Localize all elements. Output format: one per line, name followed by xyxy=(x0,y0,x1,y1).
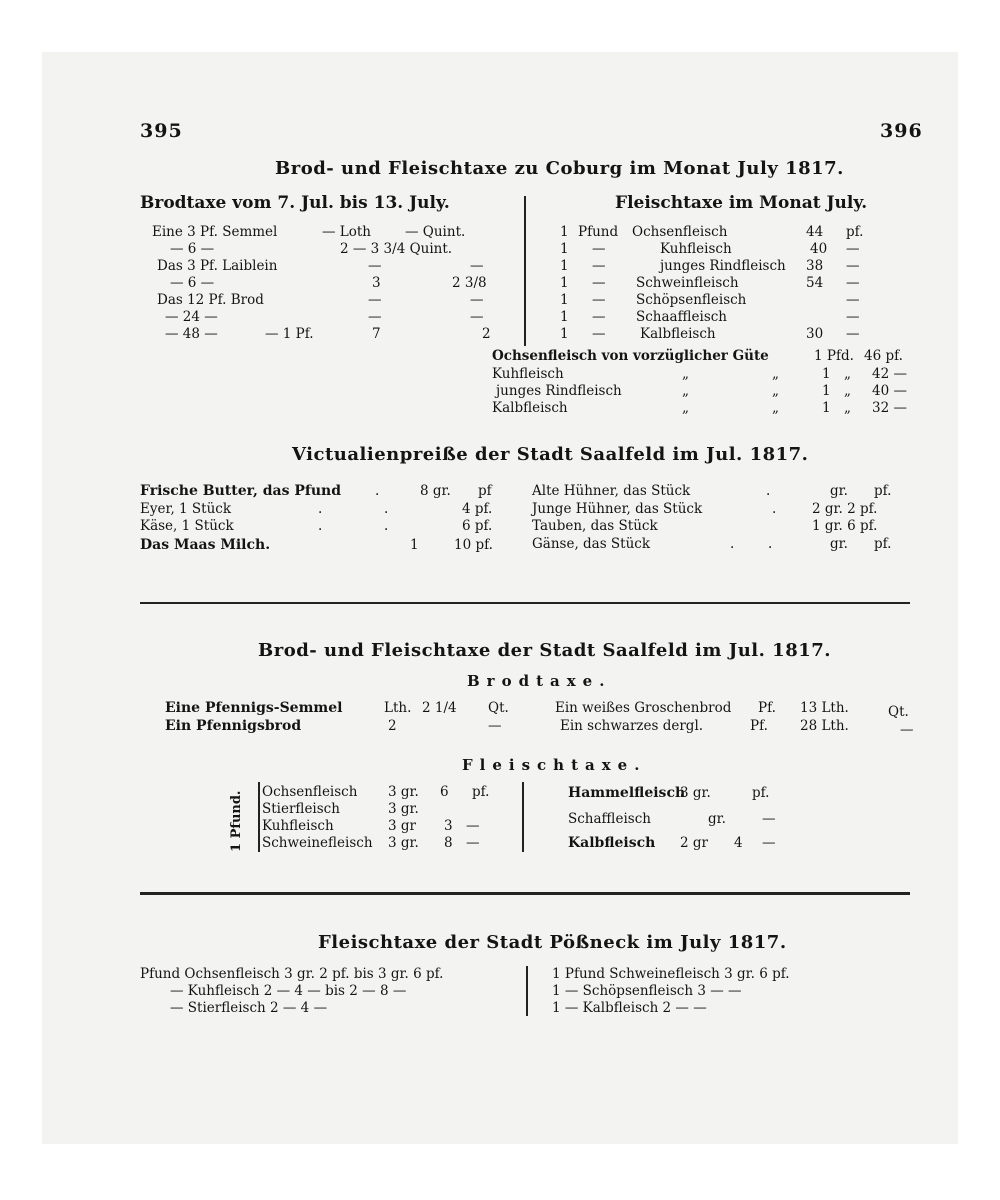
fleisch-row-6-item: Schaaffleisch xyxy=(636,309,727,325)
coburg-fleisch-header: Fleischtaxe im Monat July. xyxy=(615,193,868,213)
victualien-left-row-3-dot1: . xyxy=(318,518,323,534)
quality-row-1-weight: 1 Pfd. xyxy=(814,348,854,364)
saalfeld-fleisch-right-row-3-gr: 2 gr xyxy=(680,835,708,851)
saalfeld-fleisch-right-row-1-gr: 3 gr. xyxy=(680,785,711,801)
fleisch-row-7-unit2: — xyxy=(846,326,860,342)
victualien-right-row-4-dot1: . xyxy=(730,536,735,552)
fleisch-row-4-price: 54 xyxy=(806,275,824,291)
fleisch-row-7-unit: — xyxy=(592,326,606,342)
fleisch-row-7-count: 1 xyxy=(560,326,569,342)
quality-row-3-item: junges Rindfleisch xyxy=(496,383,622,399)
victualien-left-row-1-pf: pf xyxy=(478,483,492,499)
quality-row-3-qty: 1 xyxy=(822,383,831,399)
brod-row-6-loth: — xyxy=(368,309,382,325)
fleisch-row-5-unit2: — xyxy=(846,292,860,308)
quality-row-2-ditto2: „ xyxy=(772,366,779,382)
fleisch-row-1-item: Ochsenfleisch xyxy=(632,224,728,240)
saalfeld-fleisch-left-row-4-unit: — xyxy=(466,835,480,851)
fleisch-row-6-unit2: — xyxy=(846,309,860,325)
poessneck-left-row-1: Pfund Ochsenfleisch 3 gr. 2 pf. bis 3 gr. 6 pf. xyxy=(140,966,444,982)
saalfeld-fleisch-right-row-1-item: Hammelfleisch xyxy=(568,785,686,801)
brod-row-6-item: — 24 — xyxy=(165,309,218,325)
fleisch-row-1-price: 44 xyxy=(806,224,824,240)
victualien-right-row-4-pf: pf. xyxy=(874,536,892,552)
saalfeld-brod-right-row-2-item: Ein schwarzes dergl. xyxy=(560,718,704,734)
fleisch-row-3-unit2: — xyxy=(846,258,860,274)
brod-row-5-quint: — xyxy=(470,292,484,308)
saalfeld-fleisch-right-row-3-pf: 4 xyxy=(734,835,743,851)
poessneck-column-divider xyxy=(526,966,528,1016)
saalfeld-bracket-left xyxy=(258,782,260,852)
brod-row-5-item: Das 12 Pf. Brod xyxy=(157,292,264,308)
brod-row-1-loth: — Loth xyxy=(322,224,372,240)
brod-row-3-item: Das 3 Pf. Laiblein xyxy=(157,258,278,274)
saalfeld-fleisch-left-row-1-unit: pf. xyxy=(472,784,490,800)
fleisch-row-1-count: 1 xyxy=(560,224,569,240)
brod-row-1-item: Eine 3 Pf. Semmel xyxy=(152,224,278,240)
saalfeld-fleisch-left-row-2-item: Stierfleisch xyxy=(262,801,340,817)
victualien-right-row-1-item: Alte Hühner, das Stück xyxy=(532,483,691,499)
saalfeld-fleisch-left-row-3-pf: 3 xyxy=(444,818,453,834)
brod-row-7-quint: 2 xyxy=(482,326,491,342)
quality-row-1-item: Ochsenfleisch von vorzüglicher Güte xyxy=(492,348,769,364)
fleisch-row-5-count: 1 xyxy=(560,292,569,308)
victualien-left-row-4-price: 10 pf. xyxy=(454,537,493,553)
poessneck-left-row-3: — Stierfleisch 2 — 4 — xyxy=(170,1000,328,1016)
saalfeld-brod-right-row-2-pf: Pf. xyxy=(750,718,768,734)
fleisch-row-5-item: Schöpsenfleisch xyxy=(636,292,747,308)
quality-row-2-item: Kuhfleisch xyxy=(492,366,564,382)
poessneck-right-row-3: 1 — Kalbfleisch 2 — — xyxy=(552,1000,707,1016)
quality-row-4-ditto2: „ xyxy=(772,400,779,416)
saalfeld-brod-right-row-1-qt: Qt. xyxy=(888,704,909,720)
fleisch-row-7-price: 30 xyxy=(806,326,824,342)
quality-row-2-qty: 1 xyxy=(822,366,831,382)
victualien-left-row-2-dot1: . xyxy=(318,501,323,517)
victualien-right-row-1-gr: gr. xyxy=(830,483,848,499)
page-number-right: 396 xyxy=(880,120,923,142)
brod-row-5-loth: — xyxy=(368,292,382,308)
saalfeld-fleisch-left-row-1-gr: 3 gr. xyxy=(388,784,419,800)
quality-row-3-ditto1: „ xyxy=(682,383,689,399)
saalfeld-fleisch-left-row-4-pf: 8 xyxy=(444,835,453,851)
victualien-left-row-3-dot2: . xyxy=(384,518,389,534)
fleisch-row-4-unit2: — xyxy=(846,275,860,291)
victualien-right-row-3-item: Tauben, das Stück xyxy=(532,518,658,534)
victualien-right-row-2-item: Junge Hühner, das Stück xyxy=(532,501,703,517)
saalfeld-brod-left-row-2-value: 2 xyxy=(388,718,397,734)
quality-row-3-price: 40 — xyxy=(872,383,907,399)
coburg-brod-header: Brodtaxe vom 7. Jul. bis 13. July. xyxy=(140,193,450,213)
fleisch-row-3-item: junges Rindfleisch xyxy=(660,258,786,274)
victualien-left-row-2-dot2: . xyxy=(384,501,389,517)
fleisch-row-2-price: 40 xyxy=(810,241,828,257)
victualien-right-row-4-dot2: . xyxy=(768,536,773,552)
brod-row-7-item: — 48 — xyxy=(165,326,218,342)
victualien-left-row-2-item: Eyer, 1 Stück xyxy=(140,501,232,517)
section-divider-2 xyxy=(140,892,910,895)
fleisch-row-4-item: Schweinfleisch xyxy=(636,275,739,291)
quality-row-1-price: 46 pf. xyxy=(864,348,903,364)
victualien-right-row-2-dot: . xyxy=(772,501,777,517)
poessneck-right-row-1: 1 Pfund Schweinefleisch 3 gr. 6 pf. xyxy=(552,966,790,982)
quality-row-2-price: 42 — xyxy=(872,366,907,382)
victualien-left-row-3-item: Käse, 1 Stück xyxy=(140,518,234,534)
fleisch-row-6-count: 1 xyxy=(560,309,569,325)
fleisch-row-3-unit: — xyxy=(592,258,606,274)
fleisch-row-3-price: 38 xyxy=(806,258,824,274)
saalfeld-brod-right-row-2-lth: 28 Lth. xyxy=(800,718,849,734)
brod-row-2-item: — 6 — xyxy=(170,241,215,257)
fleisch-row-4-count: 1 xyxy=(560,275,569,291)
fleisch-row-5-unit: — xyxy=(592,292,606,308)
quality-row-4-price: 32 — xyxy=(872,400,907,416)
saalfeld-column-divider xyxy=(522,782,524,852)
saalfeld-fleisch-header: Fleischtaxe. xyxy=(462,756,647,774)
saalfeld-brod-left-row-2-qt: — xyxy=(488,718,502,734)
quality-row-2-ditto1: „ xyxy=(682,366,689,382)
victualien-title: Victualienpreiße der Stadt Saalfeld im Jul. 1817. xyxy=(292,444,809,465)
victualien-right-row-1-dot: . xyxy=(766,483,771,499)
victualien-left-row-1-gr: 8 gr. xyxy=(420,483,451,499)
saalfeld-fleisch-right-row-2-gr: gr. xyxy=(708,811,726,827)
poessneck-right-row-2: 1 — Schöpsenfleisch 3 — — xyxy=(552,983,742,999)
victualien-left-row-2-price: 4 pf. xyxy=(462,501,493,517)
brod-row-4-item: — 6 — xyxy=(170,275,215,291)
fleisch-row-2-unit: — xyxy=(592,241,606,257)
saalfeld-pfund-label: 1 Pfund. xyxy=(229,790,244,852)
saalfeld-fleisch-right-row-2-pf: — xyxy=(762,811,776,827)
saalfeld-fleisch-left-row-4-gr: 3 gr. xyxy=(388,835,419,851)
brod-row-3-loth: — xyxy=(368,258,382,274)
brod-row-6-quint: — xyxy=(470,309,484,325)
saalfeld-fleisch-right-row-2-item: Schaffleisch xyxy=(568,811,651,827)
victualien-left-row-4-item: Das Maas Milch. xyxy=(140,537,271,553)
saalfeld-fleisch-left-row-2-gr: 3 gr. xyxy=(388,801,419,817)
saalfeld-fleisch-left-row-3-gr: 3 gr xyxy=(388,818,416,834)
saalfeld-fleisch-left-row-3-item: Kuhfleisch xyxy=(262,818,334,834)
victualien-left-row-1-dot: . xyxy=(375,483,380,499)
saalfeld-brod-left-row-2-item: Ein Pfennigsbrod xyxy=(165,718,302,734)
poessneck-left-row-2: — Kuhfleisch 2 — 4 — bis 2 — 8 — xyxy=(170,983,407,999)
saalfeld-brod-left-row-1-item: Eine Pfennigs-Semmel xyxy=(165,700,343,716)
brod-row-4-quint: 2 3/8 xyxy=(452,275,487,291)
saalfeld-brod-left-row-1-value: 2 1/4 xyxy=(422,700,457,716)
victualien-left-row-1-item: Frische Butter, das Pfund xyxy=(140,483,342,499)
fleisch-row-2-item: Kuhfleisch xyxy=(660,241,732,257)
page-number-left: 395 xyxy=(140,120,183,142)
fleisch-row-1-unit: Pfund xyxy=(578,224,619,240)
victualien-right-row-3-price: 1 gr. 6 pf. xyxy=(812,518,878,534)
brod-row-1-quint: — Quint. xyxy=(405,224,466,240)
coburg-column-divider xyxy=(524,196,526,346)
quality-row-4-item: Kalbfleisch xyxy=(492,400,568,416)
victualien-right-row-4-item: Gänse, das Stück xyxy=(532,536,651,552)
brod-row-7-pfund: — 1 Pf. xyxy=(265,326,314,342)
quality-row-4-qty: 1 xyxy=(822,400,831,416)
quality-row-2-ditto3: „ xyxy=(844,366,851,382)
saalfeld-fleisch-left-row-4-item: Schweinefleisch xyxy=(262,835,373,851)
quality-row-4-ditto3: „ xyxy=(844,400,851,416)
saalfeld-brod-right-row-1-lth: 13 Lth. xyxy=(800,700,849,716)
brod-row-2-value: 2 — 3 3/4 Quint. xyxy=(340,241,453,257)
poessneck-title: Fleischtaxe der Stadt Pößneck im July 1817. xyxy=(318,932,787,953)
fleisch-row-1-unit2: pf. xyxy=(846,224,864,240)
quality-row-3-ditto3: „ xyxy=(844,383,851,399)
saalfeld-fleisch-left-row-3-unit: — xyxy=(466,818,480,834)
saalfeld-brod-left-row-1-unit: Lth. xyxy=(384,700,412,716)
saalfeld-fleisch-right-row-1-pf: pf. xyxy=(752,785,770,801)
fleisch-row-7-item: Kalbfleisch xyxy=(640,326,716,342)
victualien-left-row-4-mark: 1 xyxy=(410,537,419,553)
fleisch-row-6-unit: — xyxy=(592,309,606,325)
fleisch-row-2-count: 1 xyxy=(560,241,569,257)
fleisch-row-4-unit: — xyxy=(592,275,606,291)
victualien-right-row-2-price: 2 gr. 2 pf. xyxy=(812,501,878,517)
saalfeld-brod-header: Brodtaxe. xyxy=(467,672,612,690)
saalfeld-title: Brod- und Fleischtaxe der Stadt Saalfeld im Jul. 1817. xyxy=(258,640,832,661)
victualien-right-row-4-gr: gr. xyxy=(830,536,848,552)
brod-row-4-loth: 3 xyxy=(372,275,381,291)
victualien-right-row-1-pf: pf. xyxy=(874,483,892,499)
section-divider-1 xyxy=(140,602,910,604)
quality-row-3-ditto2: „ xyxy=(772,383,779,399)
coburg-title: Brod- und Fleischtaxe zu Coburg im Monat July 1817. xyxy=(275,158,844,179)
brod-row-7-loth: 7 xyxy=(372,326,381,342)
saalfeld-fleisch-right-row-3-unit: — xyxy=(762,835,776,851)
fleisch-row-3-count: 1 xyxy=(560,258,569,274)
fleisch-row-2-unit2: — xyxy=(846,241,860,257)
saalfeld-brod-left-row-1-qt: Qt. xyxy=(488,700,509,716)
victualien-left-row-3-price: 6 pf. xyxy=(462,518,493,534)
saalfeld-brod-right-row-1-item: Ein weißes Groschenbrod xyxy=(555,700,732,716)
brod-row-3-quint: — xyxy=(470,258,484,274)
saalfeld-fleisch-left-row-1-pf: 6 xyxy=(440,784,449,800)
saalfeld-fleisch-left-row-1-item: Ochsenfleisch xyxy=(262,784,358,800)
saalfeld-fleisch-right-row-3-item: Kalbfleisch xyxy=(568,835,656,851)
quality-row-4-ditto1: „ xyxy=(682,400,689,416)
saalfeld-brod-right-row-2-qt: — xyxy=(900,722,914,738)
saalfeld-brod-right-row-1-pf: Pf. xyxy=(758,700,776,716)
